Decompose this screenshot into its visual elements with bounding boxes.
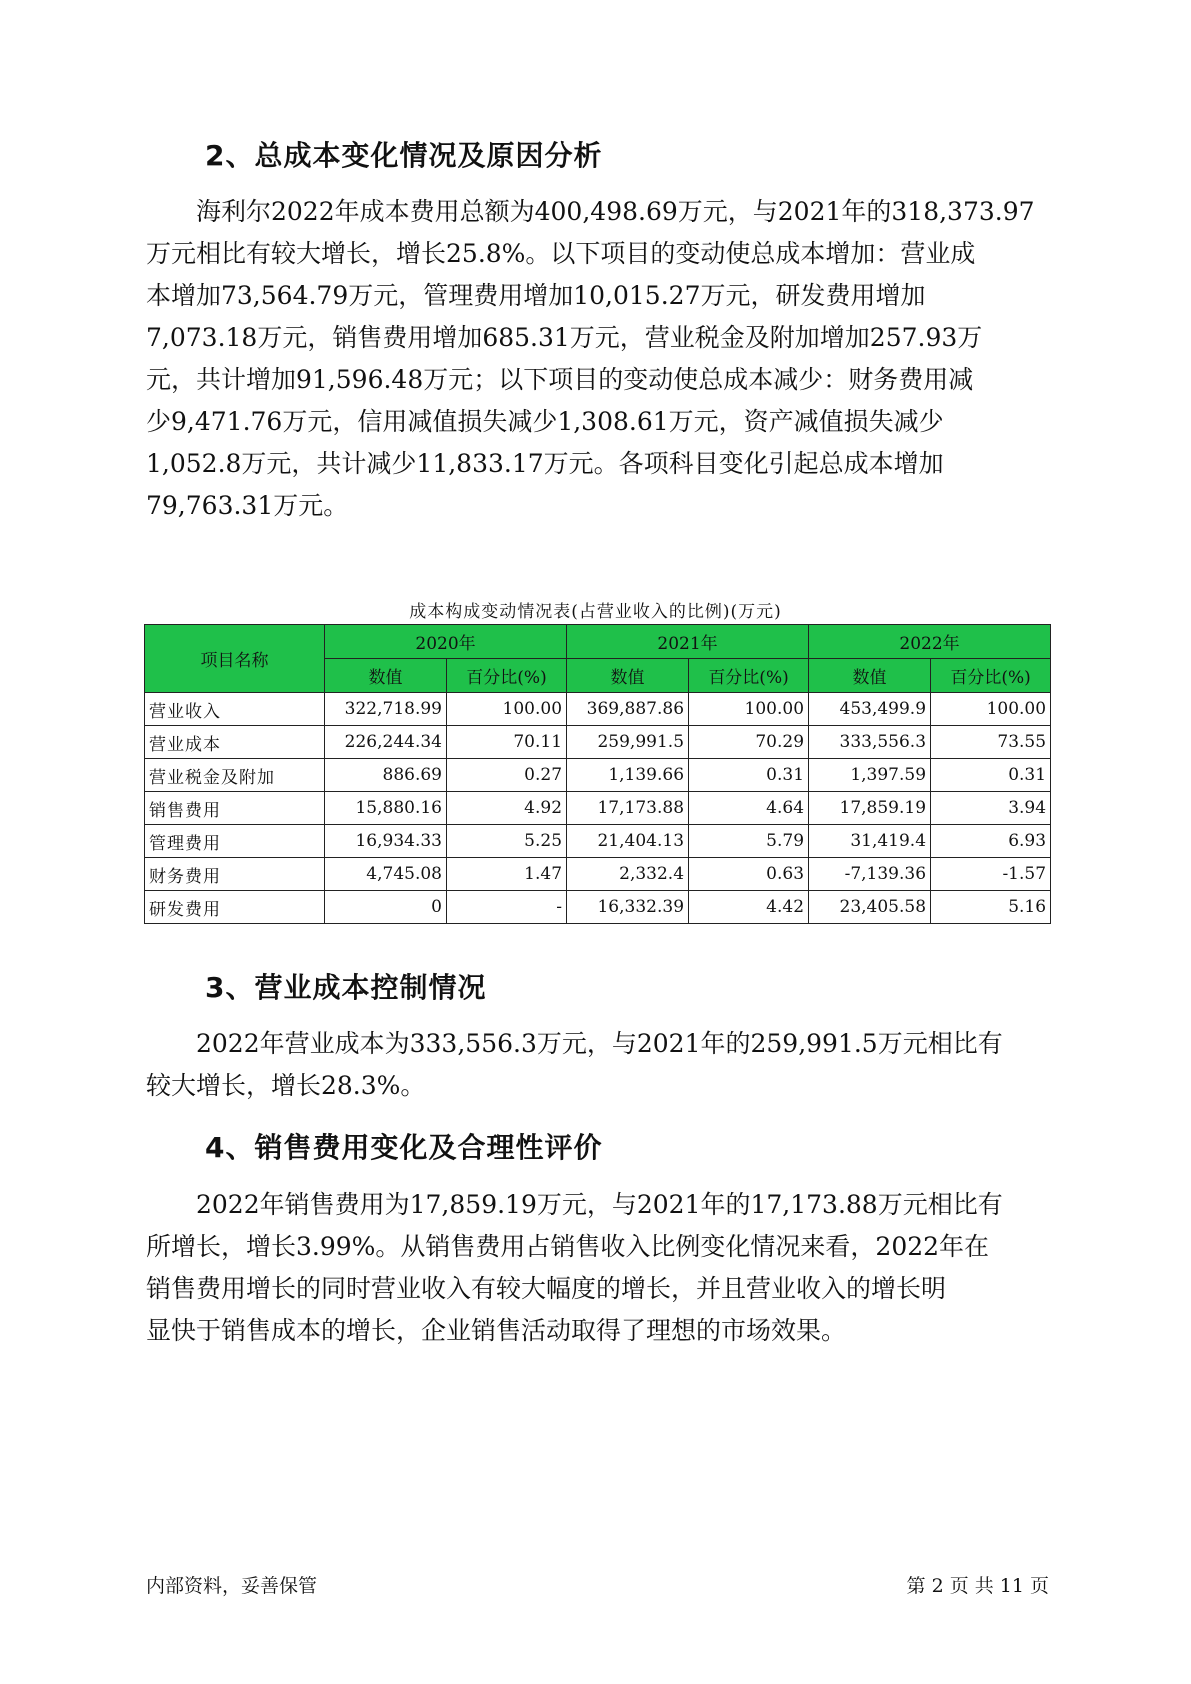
- cell-value: 886.69: [325, 759, 447, 792]
- table-row: [145, 891, 1051, 924]
- cell-percent: 5.25: [447, 825, 567, 858]
- cell-value: 15,880.16: [325, 792, 447, 825]
- cell-percent: 0.31: [689, 759, 809, 792]
- header-value: 数值: [809, 659, 931, 693]
- section-4-paragraph: [146, 1184, 1046, 1352]
- cell-value: 16,934.33: [325, 825, 447, 858]
- cell-percent: 3.94: [931, 792, 1051, 825]
- cell-percent: 6.93: [931, 825, 1051, 858]
- cell-value: 16,332.39: [567, 891, 689, 924]
- cell-percent: 5.79: [689, 825, 809, 858]
- section-4-heading: 4、销售费用变化及合理性评价: [205, 1131, 603, 1164]
- header-percent: 百分比(%): [447, 659, 567, 693]
- cell-value: 322,718.99: [325, 693, 447, 726]
- header-year-2020: 2020年: [325, 625, 567, 659]
- table-row: [145, 693, 1051, 726]
- cell-value: 17,859.19: [809, 792, 931, 825]
- cell-value: 259,991.5: [567, 726, 689, 759]
- cell-percent: 0.63: [689, 858, 809, 891]
- header-year-2022: 2022年: [809, 625, 1051, 659]
- cell-value: 226,244.34: [325, 726, 447, 759]
- paragraph-line: 元，共计增加91,596.48万元；以下项目的变动使总成本减少：财务费用减: [146, 365, 974, 394]
- cell-percent: 0.31: [931, 759, 1051, 792]
- cell-percent: 70.29: [689, 726, 809, 759]
- cell-percent: -: [447, 891, 567, 924]
- cell-percent: 5.16: [931, 891, 1051, 924]
- row-name: 营业税金及附加: [145, 759, 325, 792]
- row-name: 销售费用: [145, 792, 325, 825]
- table-row: [145, 858, 1051, 891]
- paragraph-line: 79,763.31万元。: [146, 491, 349, 520]
- footer-page-number: 第 2 页 共 11 页: [906, 1575, 1049, 1597]
- cell-value: 453,499.9: [809, 693, 931, 726]
- header-percent: 百分比(%): [931, 659, 1051, 693]
- paragraph-line: 显快于销售成本的增长，企业销售活动取得了理想的市场效果。: [146, 1316, 847, 1345]
- row-name: 财务费用: [145, 858, 325, 891]
- row-name: 营业收入: [145, 693, 325, 726]
- cell-value: 2,332.4: [567, 858, 689, 891]
- header-value: 数值: [325, 659, 447, 693]
- cell-percent: 70.11: [447, 726, 567, 759]
- row-name: 营业成本: [145, 726, 325, 759]
- cell-value: 21,404.13: [567, 825, 689, 858]
- cell-percent: 4.64: [689, 792, 809, 825]
- section-2-paragraph: [146, 191, 1046, 527]
- paragraph-line: 7,073.18万元，销售费用增加685.31万元，营业税金及附加增加257.93万: [146, 323, 983, 352]
- cell-value: 31,419.4: [809, 825, 931, 858]
- table-row: [145, 825, 1051, 858]
- header-percent: 百分比(%): [689, 659, 809, 693]
- paragraph-line: 海利尔2022年成本费用总额为400,498.69万元，与2021年的318,373.97: [196, 197, 1035, 226]
- cell-value: 1,397.59: [809, 759, 931, 792]
- header-item-name: 项目名称: [145, 625, 325, 693]
- paragraph-line: 1,052.8万元，共计减少11,833.17万元。各项科目变化引起总成本增加: [146, 449, 944, 478]
- cell-value: -7,139.36: [809, 858, 931, 891]
- cell-value: 4,745.08: [325, 858, 447, 891]
- cell-percent: 1.47: [447, 858, 567, 891]
- header-value: 数值: [567, 659, 689, 693]
- cell-percent: 100.00: [689, 693, 809, 726]
- paragraph-line: 2022年销售费用为17,859.19万元，与2021年的17,173.88万元相比有: [196, 1190, 1003, 1219]
- cell-percent: 0.27: [447, 759, 567, 792]
- cell-percent: 73.55: [931, 726, 1051, 759]
- header-year-2021: 2021年: [567, 625, 809, 659]
- cell-value: 369,887.86: [567, 693, 689, 726]
- paragraph-line: 所增长，增长3.99%。从销售费用占销售收入比例变化情况来看，2022年在: [146, 1232, 990, 1261]
- cell-percent: 4.92: [447, 792, 567, 825]
- paragraph-line: 2022年营业成本为333,556.3万元，与2021年的259,991.5万元相比有: [196, 1029, 1003, 1058]
- footer-confidential-note: 内部资料，妥善保管: [146, 1575, 318, 1597]
- table-caption: 成本构成变动情况表(占营业收入的比例)(万元): [409, 602, 782, 622]
- table-row: [145, 792, 1051, 825]
- table-row: [145, 759, 1051, 792]
- cell-percent: 100.00: [931, 693, 1051, 726]
- section-3-heading: 3、营业成本控制情况: [205, 971, 487, 1004]
- cell-value: 23,405.58: [809, 891, 931, 924]
- paragraph-line: 销售费用增长的同时营业收入有较大幅度的增长，并且营业收入的增长明: [146, 1274, 947, 1303]
- cell-value: 333,556.3: [809, 726, 931, 759]
- cell-value: 17,173.88: [567, 792, 689, 825]
- section-3-paragraph: [146, 1023, 1046, 1107]
- table-row: [145, 726, 1051, 759]
- cost-structure-table: [144, 624, 1051, 924]
- row-name: 研发费用: [145, 891, 325, 924]
- paragraph-line: 较大增长，增长28.3%。: [146, 1071, 426, 1100]
- paragraph-line: 万元相比有较大增长，增长25.8%。以下项目的变动使总成本增加：营业成: [146, 239, 976, 268]
- section-2-heading: 2、总成本变化情况及原因分析: [205, 139, 603, 172]
- cell-percent: 100.00: [447, 693, 567, 726]
- cell-percent: -1.57: [931, 858, 1051, 891]
- cell-value: 0: [325, 891, 447, 924]
- paragraph-line: 少9,471.76万元，信用减值损失减少1,308.61万元，资产减值损失减少: [146, 407, 944, 436]
- cell-percent: 4.42: [689, 891, 809, 924]
- cell-value: 1,139.66: [567, 759, 689, 792]
- row-name: 管理费用: [145, 825, 325, 858]
- paragraph-line: 本增加73,564.79万元，管理费用增加10,015.27万元，研发费用增加: [146, 281, 926, 310]
